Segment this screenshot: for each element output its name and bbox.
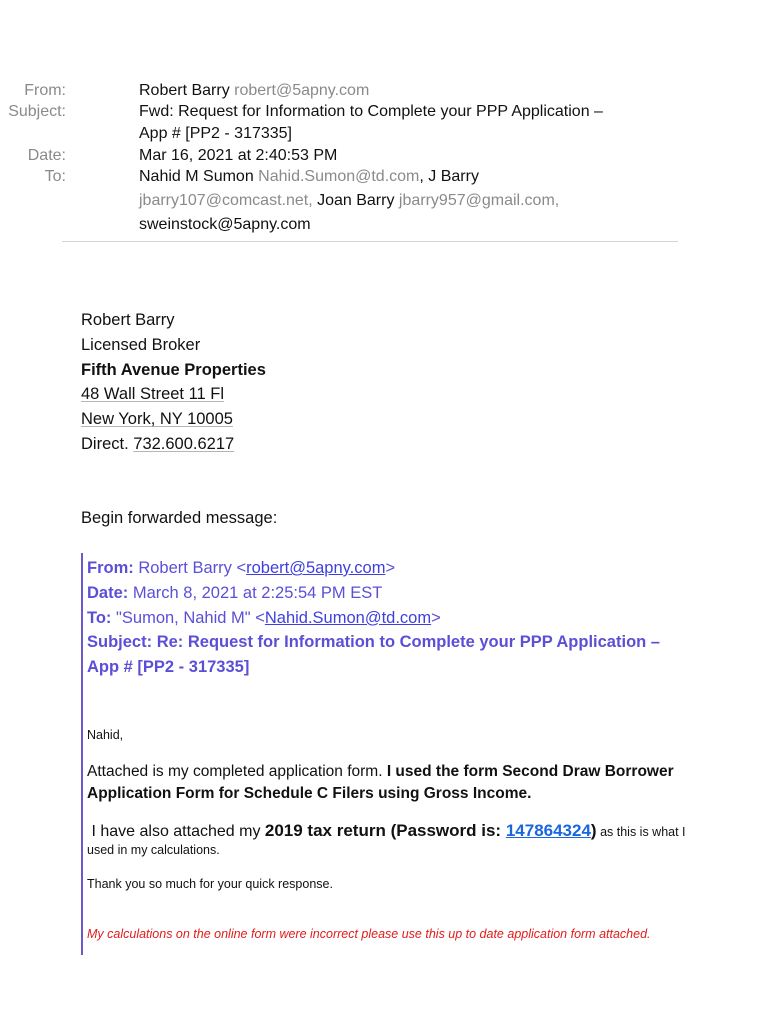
from-label: From:	[24, 82, 66, 99]
signature-title: Licensed Broker	[81, 335, 201, 354]
fwd-subject-label: Subject:	[87, 633, 153, 652]
body-thanks: Thank you so much for your quick response.	[87, 877, 333, 891]
fwd-to-label: To:	[87, 608, 112, 627]
to-line-2: jbarry107@comcast.net, Joan Barry jbarry957@gmail.com,	[139, 192, 560, 209]
fwd-date-row	[87, 581, 687, 606]
date-value: Mar 16, 2021 at 2:40:53 PM	[139, 147, 338, 164]
signature-block	[81, 308, 266, 457]
fwd-date-label: Date:	[87, 583, 129, 602]
from-name: Robert Barry	[139, 82, 230, 99]
body-paragraph-1: Attached is my completed application form. I used the form Second Draw Borrower Application Form for Schedule C Filers using Gross Income.	[87, 763, 674, 802]
body-greeting: Nahid,	[87, 728, 124, 742]
direct-phone-link[interactable]: 732.600.6217	[133, 434, 235, 453]
signature-direct	[81, 432, 266, 457]
fwd-to-email-link[interactable]: Nahid.Sumon@td.com	[264, 608, 432, 627]
to-label: To:	[44, 168, 66, 185]
subject-line-2: App # [PP2 - 317335]	[139, 125, 292, 142]
fwd-from-row: From: Robert Barry <robert@5apny.com>	[87, 559, 396, 577]
fwd-subject-row	[87, 630, 687, 680]
fwd-subject-line-2: App # [PP2 - 317335]	[87, 658, 250, 677]
fwd-to-name: "Sumon, Nahid M" <	[116, 608, 265, 627]
direct-label: Direct.	[81, 434, 129, 453]
recipient-name: Joan Barry	[317, 192, 395, 209]
fwd-date-value: March 8, 2021 at 2:25:54 PM EST	[132, 583, 383, 602]
forward-intro: Begin forwarded message:	[81, 509, 278, 527]
to-line-1: Nahid M Sumon Nahid.Sumon@td.com, J Barry	[139, 168, 479, 185]
recipient-email[interactable]: Nahid.Sumon@td.com	[258, 168, 420, 185]
subject-line-1: Fwd: Request for Information to Complete your PPP Application –	[139, 103, 603, 120]
fwd-to-row: To: "Sumon, Nahid M" <Nahid.Sumon@td.com>	[87, 608, 441, 627]
date-label: Date:	[27, 147, 66, 164]
signature-address-1[interactable]: 48 Wall Street 11 Fl	[81, 385, 225, 404]
fwd-from-name: Robert Barry <	[138, 559, 247, 577]
fwd-subject-line-1: Re: Request for Information to Complete your PPP Application –	[156, 633, 660, 652]
fwd-from-email-link[interactable]: robert@5apny.com	[246, 559, 386, 577]
body-paragraph-2: I have also attached my 2019 tax return (Password is: 147864324) as this is what I used in my calculations.	[87, 821, 686, 857]
body-red-note: My calculations on the online form were incorrect please use this up to date application form attached.	[87, 927, 651, 941]
password-link[interactable]: 147864324	[505, 821, 591, 840]
from-email[interactable]: robert@5apny.com	[234, 82, 370, 99]
forwarded-header	[87, 556, 687, 680]
subject-label: Subject:	[8, 103, 66, 120]
signature-name: Robert Barry	[81, 311, 175, 329]
quote-bar	[81, 553, 83, 955]
fwd-from-label: From:	[87, 559, 134, 577]
recipient-email[interactable]: sweinstock@5apny.com	[139, 216, 311, 233]
recipient-name: Nahid M Sumon	[139, 168, 254, 185]
to-line-3	[139, 214, 679, 236]
signature-company: Fifth Avenue Properties	[81, 360, 266, 379]
header-divider	[62, 241, 678, 242]
recipient-name: J Barry	[428, 168, 479, 185]
recipient-email[interactable]: jbarry107@comcast.net	[139, 192, 309, 209]
signature-address-2[interactable]: New York, NY 10005	[81, 410, 233, 429]
recipient-email[interactable]: jbarry957@gmail.com	[398, 192, 555, 209]
